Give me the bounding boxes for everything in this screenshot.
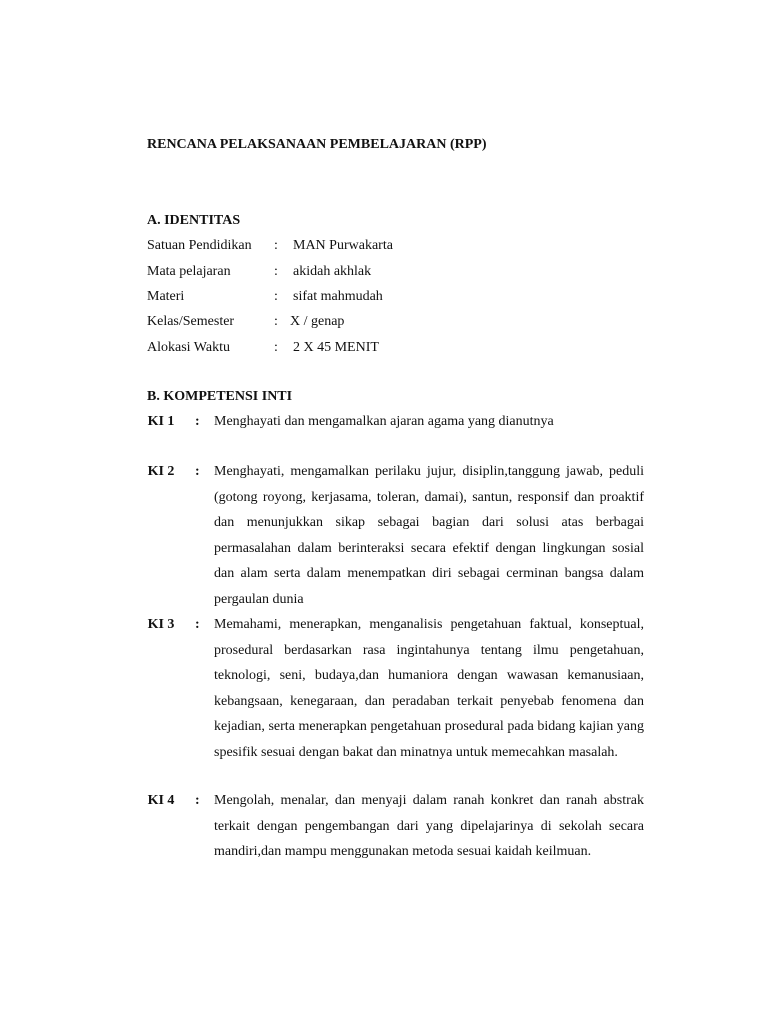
identity-value: X / genap bbox=[290, 314, 345, 329]
identity-label: Alokasi Waktu bbox=[147, 340, 230, 355]
document-title: RENCANA PELAKSANAAN PEMBELAJARAN (RPP) bbox=[147, 137, 487, 152]
identity-colon: : bbox=[274, 238, 278, 253]
identity-colon: : bbox=[274, 314, 278, 329]
ki-colon: : bbox=[195, 414, 200, 429]
identity-value: 2 X 45 MENIT bbox=[293, 340, 379, 355]
identity-label: Satuan Pendidikan bbox=[147, 238, 252, 253]
identity-colon: : bbox=[274, 289, 278, 304]
identity-value: akidah akhlak bbox=[293, 264, 372, 279]
identity-value: sifat mahmudah bbox=[293, 289, 383, 304]
identity-row-kelas-semester bbox=[147, 314, 567, 334]
section-heading-identitas: A. IDENTITAS bbox=[147, 213, 241, 228]
identity-row-mata-pelajaran bbox=[147, 264, 567, 284]
ki-code: KI 3 bbox=[147, 617, 175, 632]
ki-colon: : bbox=[195, 617, 200, 632]
identity-label: Kelas/Semester bbox=[147, 314, 235, 329]
identity-row-materi bbox=[147, 289, 567, 309]
identity-colon: : bbox=[274, 264, 278, 279]
identity-row-alokasi-waktu bbox=[147, 340, 567, 360]
ki-description: Menghayati, mengamalkan perilaku jujur, disiplin,tanggung jawab, peduli (gotong royong, kerjasama, toleran, damai), santun, responsif dan proaktif dan menunjukkan sikap sebagai bagian dari solusi atas berbagai permasalahan dalam berinteraksi secara efektif dengan lingkungan sosial dan alam serta dalam menempatkan diri sebagai cerminan bangsa dalam pergaulan dunia bbox=[214, 464, 644, 607]
identity-value: MAN Purwakarta bbox=[293, 238, 393, 253]
identity-label: Mata pelajaran bbox=[147, 264, 231, 279]
ki-description: Memahami, menerapkan, menganalisis pengetahuan faktual, konseptual, prosedural berdasarkan rasa ingintahunya tentang ilmu pengetahuan, teknologi, seni, budaya,dan humaniora dengan wawasan kemanusiaan, kebangsaan, kenegaraan, dan peradaban terkait penyebab fenomena dan kejadian, serta menerapkan pengetahuan prosedural pada bidang kajian yang spesifik sesuai dengan bakat dan minatnya untuk memecahkan masalah. bbox=[214, 617, 644, 760]
ki-colon: : bbox=[195, 464, 200, 479]
ki-description: Menghayati dan mengamalkan ajaran agama yang dianutnya bbox=[214, 414, 554, 429]
identity-row-satuan-pendidikan bbox=[147, 238, 567, 258]
ki-colon: : bbox=[195, 793, 200, 808]
ki-code: KI 4 bbox=[147, 793, 175, 808]
section-heading-kompetensi-inti: B. KOMPETENSI INTI bbox=[147, 389, 293, 404]
ki-code: KI 1 bbox=[147, 414, 175, 429]
identity-colon: : bbox=[274, 340, 278, 355]
ki-description: Mengolah, menalar, dan menyaji dalam ranah konkret dan ranah abstrak terkait dengan pengembangan dari yang dipelajarinya di sekolah secara mandiri,dan mampu menggunakan metoda sesuai kaidah keilmuan. bbox=[214, 793, 644, 859]
ki-code: KI 2 bbox=[147, 464, 175, 479]
identity-label: Materi bbox=[147, 289, 185, 304]
